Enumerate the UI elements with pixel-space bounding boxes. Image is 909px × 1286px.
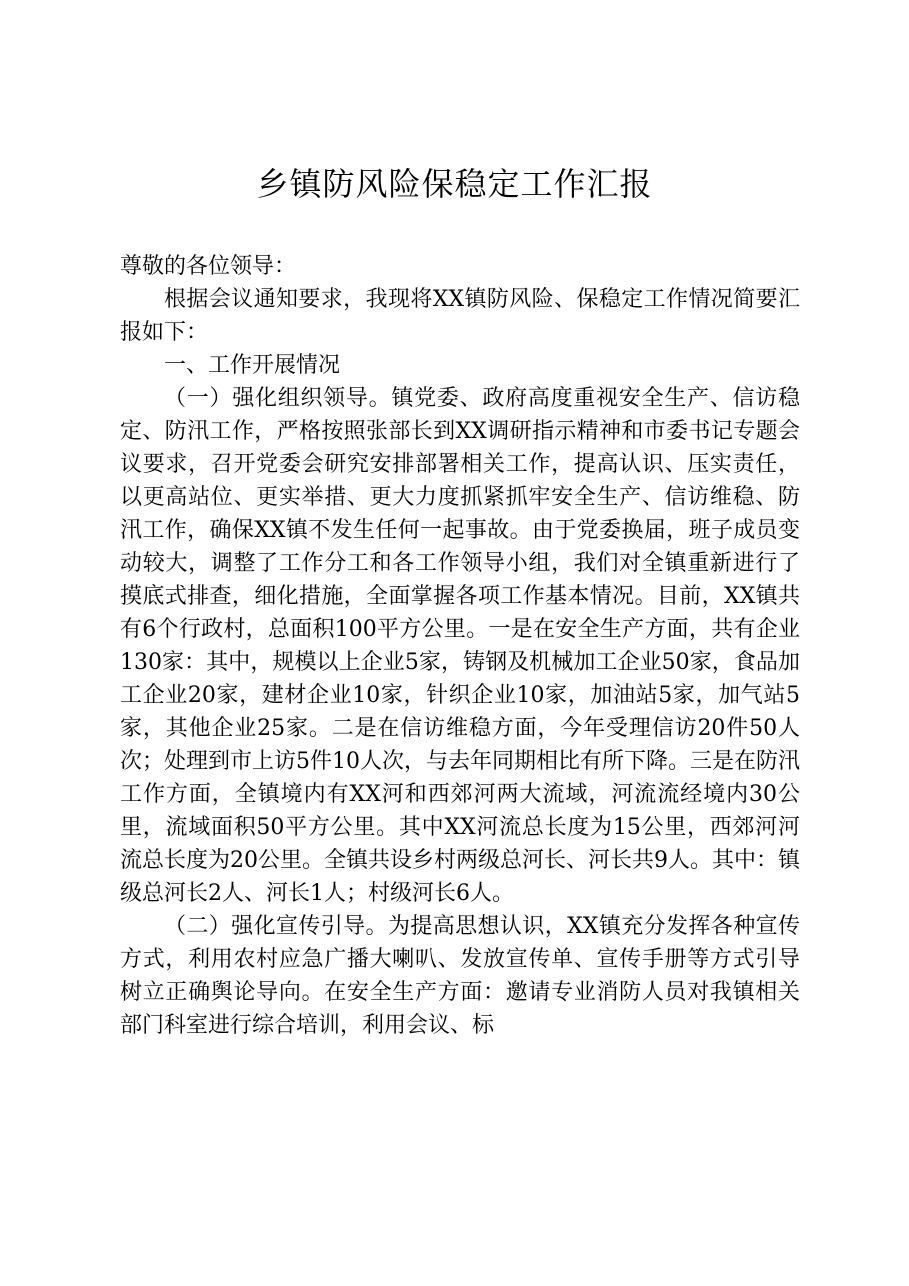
paragraph-organization-leadership: （一）强化组织领导。镇党委、政府高度重视安全生产、信访稳定、防汛工作，严格按照张部长到XX调研指示精神和市委书记专题会议要求，召开党委会研究安排部署相关工作，提高认识、压实责任，以更高站位、更实举措、更大力度抓紧抓牢安全生产、信访维稳、防汛工作，确保XX镇不发生任何一起事故。由于党委换届，班子成员变动较大，调整了工作分工和各工作领导小组，我们对全镇重新进行了摸底式排查，细化措施，全面掌握各项工作基本情况。目前，XX镇共有6个行政村，总面积100平方公里。一是在安全生产方面，共有企业130家：其中，规模以上企业5家，铸钢及机械加工企业50家，食品加工企业20家，建材企业10家，针织企业10家，加油站5家，加气站5家，其他企业25家。二是在信访维稳方面，今年受理信访20件50人次；处理到市上访5件10人次，与去年同期相比有所下降。三是在防汛工作方面，全镇境内有XX河和西郊河两大流域，河流流经境内30公里，流域面积50平方公里。其中XX河流总长度为15公里，西郊河河流总长度为20公里。全镇共设乡村两级总河长、河长共9人。其中：镇级总河长2人、河长1人；村级河长6人。 xyxy=(120,386,800,906)
paragraph-publicity-guidance: （二）强化宣传引导。为提高思想认识，XX镇充分发挥各种宣传方式，利用农村应急广播大喇叭、发放宣传单、宣传手册等方式引导树立正确舆论导向。在安全生产方面：邀请专业消防人员对我镇相关部门科室进行综合培训，利用会议、标 xyxy=(120,914,800,1038)
salutation: 尊敬的各位领导： xyxy=(120,254,297,279)
document-body xyxy=(120,250,800,1042)
intro-paragraph: 根据会议通知要求，我现将XX镇防风险、保稳定工作情况简要汇报如下： xyxy=(120,287,800,345)
document-title: 乡镇防风险保稳定工作汇报 xyxy=(256,165,653,203)
section-heading: 一、工作开展情况 xyxy=(164,353,341,378)
